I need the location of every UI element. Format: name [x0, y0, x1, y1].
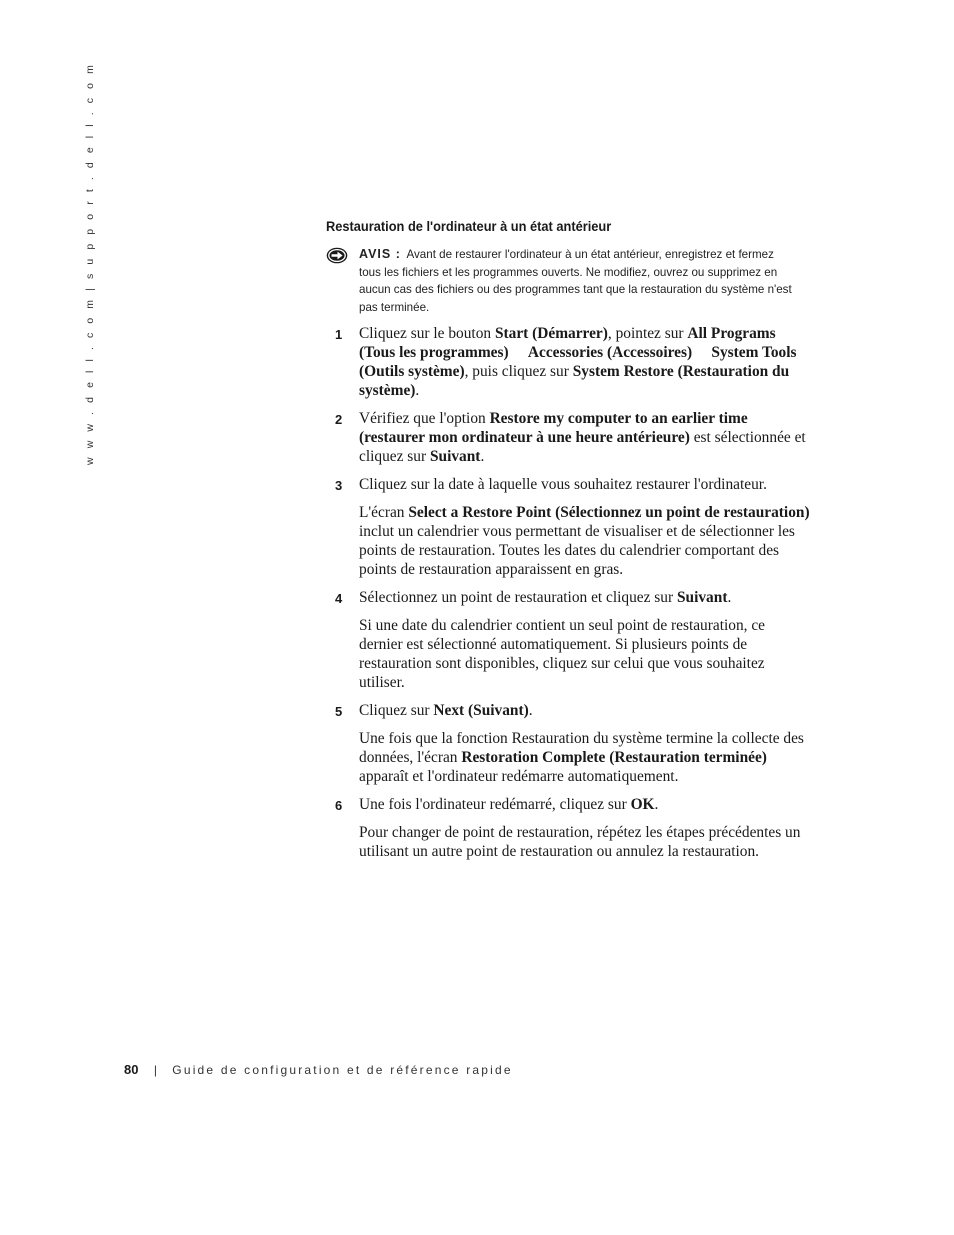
step-note: L'écran Select a Restore Point (Sélectionnez un point de restauration) inclut un calendrier vous permettant de visualiser et de sélectionner les points de restauration. Toutes les dates du calendrier comportant des points de restauration apparaissent en gras. [359, 504, 810, 578]
section-title: Restauration de l'ordinateur à un état antérieur [326, 219, 612, 234]
step-text: Sélectionnez un point de restauration et cliquez sur Suivant. [359, 589, 732, 606]
notice-label: AVIS : [359, 247, 401, 261]
step-note: Si une date du calendrier contient un seul point de restauration, ce dernier est sélectionné automatiquement. Si plusieurs points de restauration sont disponibles, cliquez sur celui que vous souhaitez utiliser. [359, 617, 766, 691]
step-note: Une fois que la fonction Restauration du système termine la collecte des données, l'écran Restoration Complete (Restauration terminée) apparaît et l'ordinateur redémarre automatiquement. [359, 730, 804, 785]
step-number: 5 [335, 704, 343, 719]
step-number: 4 [335, 591, 343, 606]
footer-separator: | [153, 1063, 157, 1077]
step-number: 6 [335, 798, 343, 813]
step-text: Vérifiez que l'option Restore my computer to an earlier time (restaurer mon ordinateur à une heure antérieure) est sélectionnée et cliquez sur Suivant. [359, 410, 806, 465]
step-1 [335, 324, 811, 400]
step-2 [335, 409, 811, 466]
steps-list [335, 324, 811, 870]
step-number: 2 [335, 412, 343, 427]
step-3 [335, 475, 811, 579]
step-number: 3 [335, 478, 343, 493]
step-note: Pour changer de point de restauration, répétez les étapes précédentes un utilisant un autre point de restauration ou annulez la restauration. [359, 824, 801, 860]
page-number: 80 [124, 1062, 139, 1077]
step-4 [335, 588, 811, 692]
step-text: Une fois l'ordinateur redémarré, cliquez sur OK. [359, 796, 659, 813]
notice-text: Avant de restaurer l'ordinateur à un état antérieur, enregistrez et fermez tous les fichiers et les programmes ouverts. Ne modifiez, ouvrez ou supprimez en aucun cas des fichiers ou des programmes tant que la restauration du système n'est pas terminée. [359, 248, 792, 314]
step-text: Cliquez sur le bouton Start (Démarrer), pointez sur All Programs (Tous les programmes) Accessories (Accessoires) System Tools (Outils système), puis cliquez sur System Restore (Restauration du système). [359, 325, 797, 399]
step-5 [335, 701, 811, 786]
step-text: Cliquez sur Next (Suivant). [359, 702, 533, 719]
notice-arrow-icon [326, 247, 348, 264]
footer-title: Guide de configuration et de référence rapide [172, 1063, 513, 1077]
step-6 [335, 795, 811, 861]
step-text: Cliquez sur la date à laquelle vous souhaitez restaurer l'ordinateur. [359, 476, 767, 493]
step-number: 1 [335, 327, 343, 342]
side-url: w w w . d e l l . c o m | s u p p o r t . d e l l . c o m [84, 62, 96, 465]
page-footer [124, 1062, 513, 1077]
notice-block [359, 246, 799, 316]
